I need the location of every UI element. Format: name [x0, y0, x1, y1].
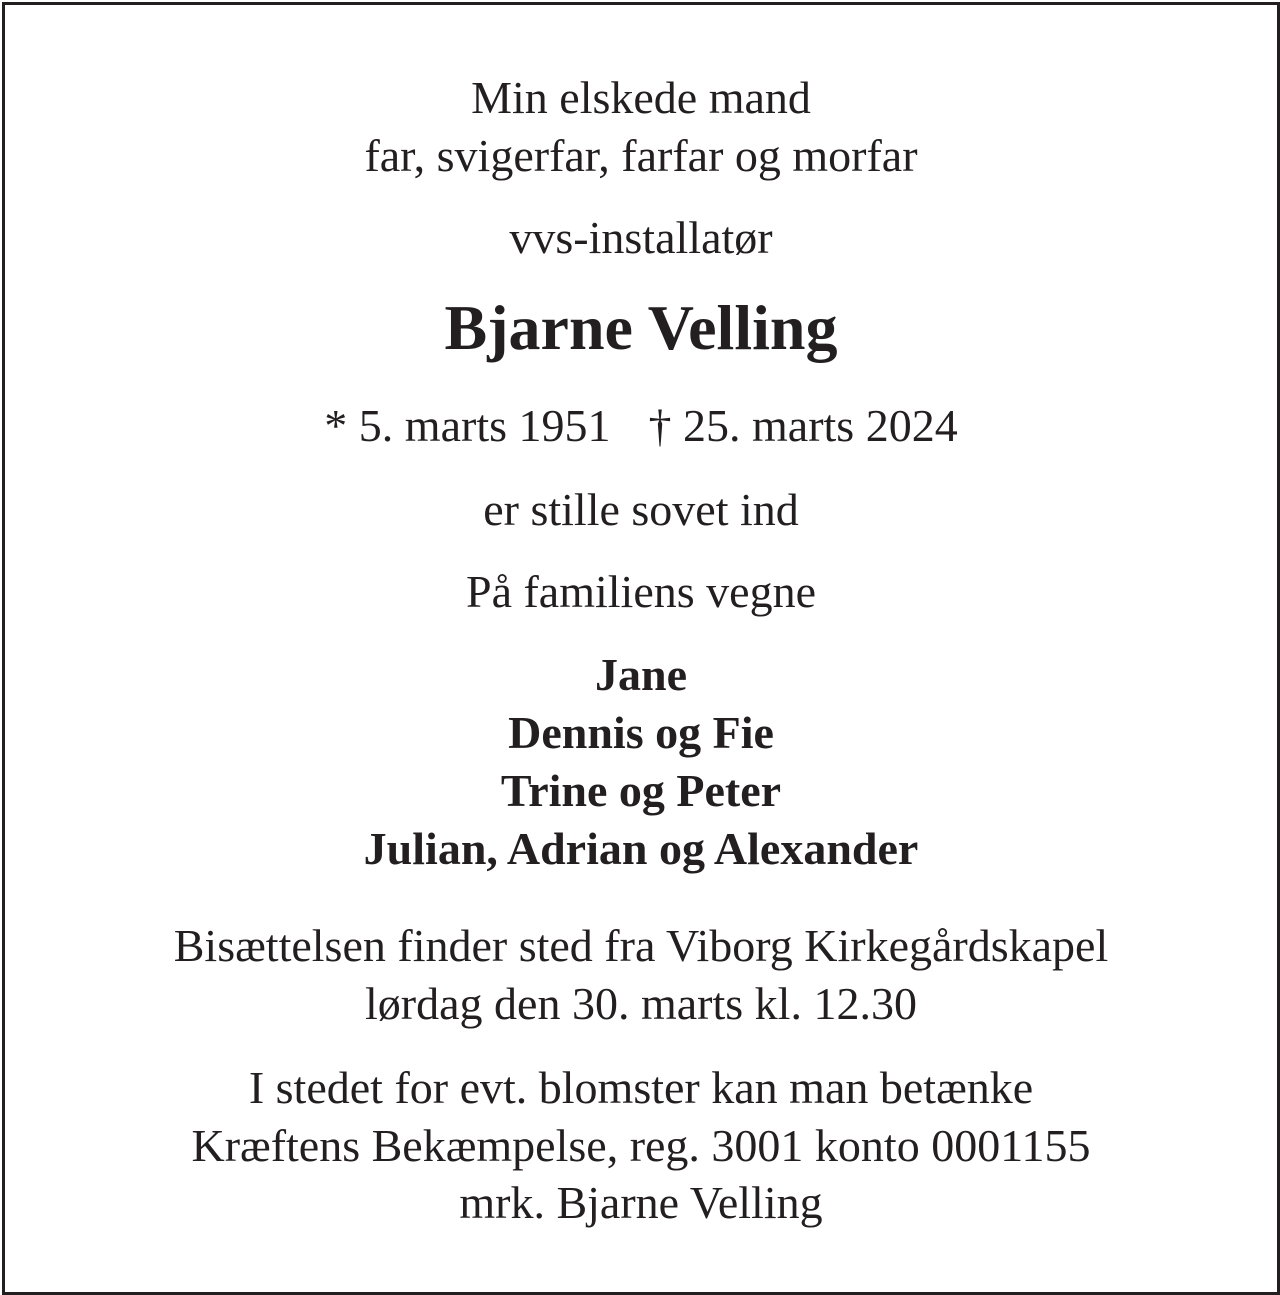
family-member-3: Trine og Peter — [500, 765, 782, 816]
on-behalf-text: På familiens vegne — [465, 566, 816, 617]
deceased-name: Bjarne Velling — [444, 292, 838, 363]
death-date: † 25. marts 2024 — [648, 400, 958, 451]
obituary-frame — [2, 2, 1280, 1295]
donation-line-3: mrk. Bjarne Velling — [459, 1177, 823, 1228]
birth-date: * 5. marts 1951 — [324, 400, 611, 451]
family-member-1: Jane — [595, 649, 687, 700]
family-member-4: Julian, Adrian og Alexander — [363, 823, 919, 874]
intro-line-1: Min elskede mand — [471, 72, 811, 123]
intro-line-2: far, svigerfar, farfar og morfar — [364, 130, 918, 181]
life-dates — [5, 399, 1277, 452]
funeral-line-2: lørdag den 30. marts kl. 12.30 — [365, 978, 917, 1029]
profession: vvs-installatør — [509, 212, 773, 263]
donation-line-1: I stedet for evt. blomster kan man betænke — [248, 1062, 1034, 1113]
family-member-2: Dennis og Fie — [508, 707, 774, 758]
funeral-line-1: Bisættelsen finder sted fra Viborg Kirkegårdskapel — [173, 920, 1109, 971]
donation-line-2: Kræftens Bekæmpelse, reg. 3001 konto 0001155 — [191, 1120, 1091, 1171]
passing-text: er stille sovet ind — [483, 484, 799, 535]
